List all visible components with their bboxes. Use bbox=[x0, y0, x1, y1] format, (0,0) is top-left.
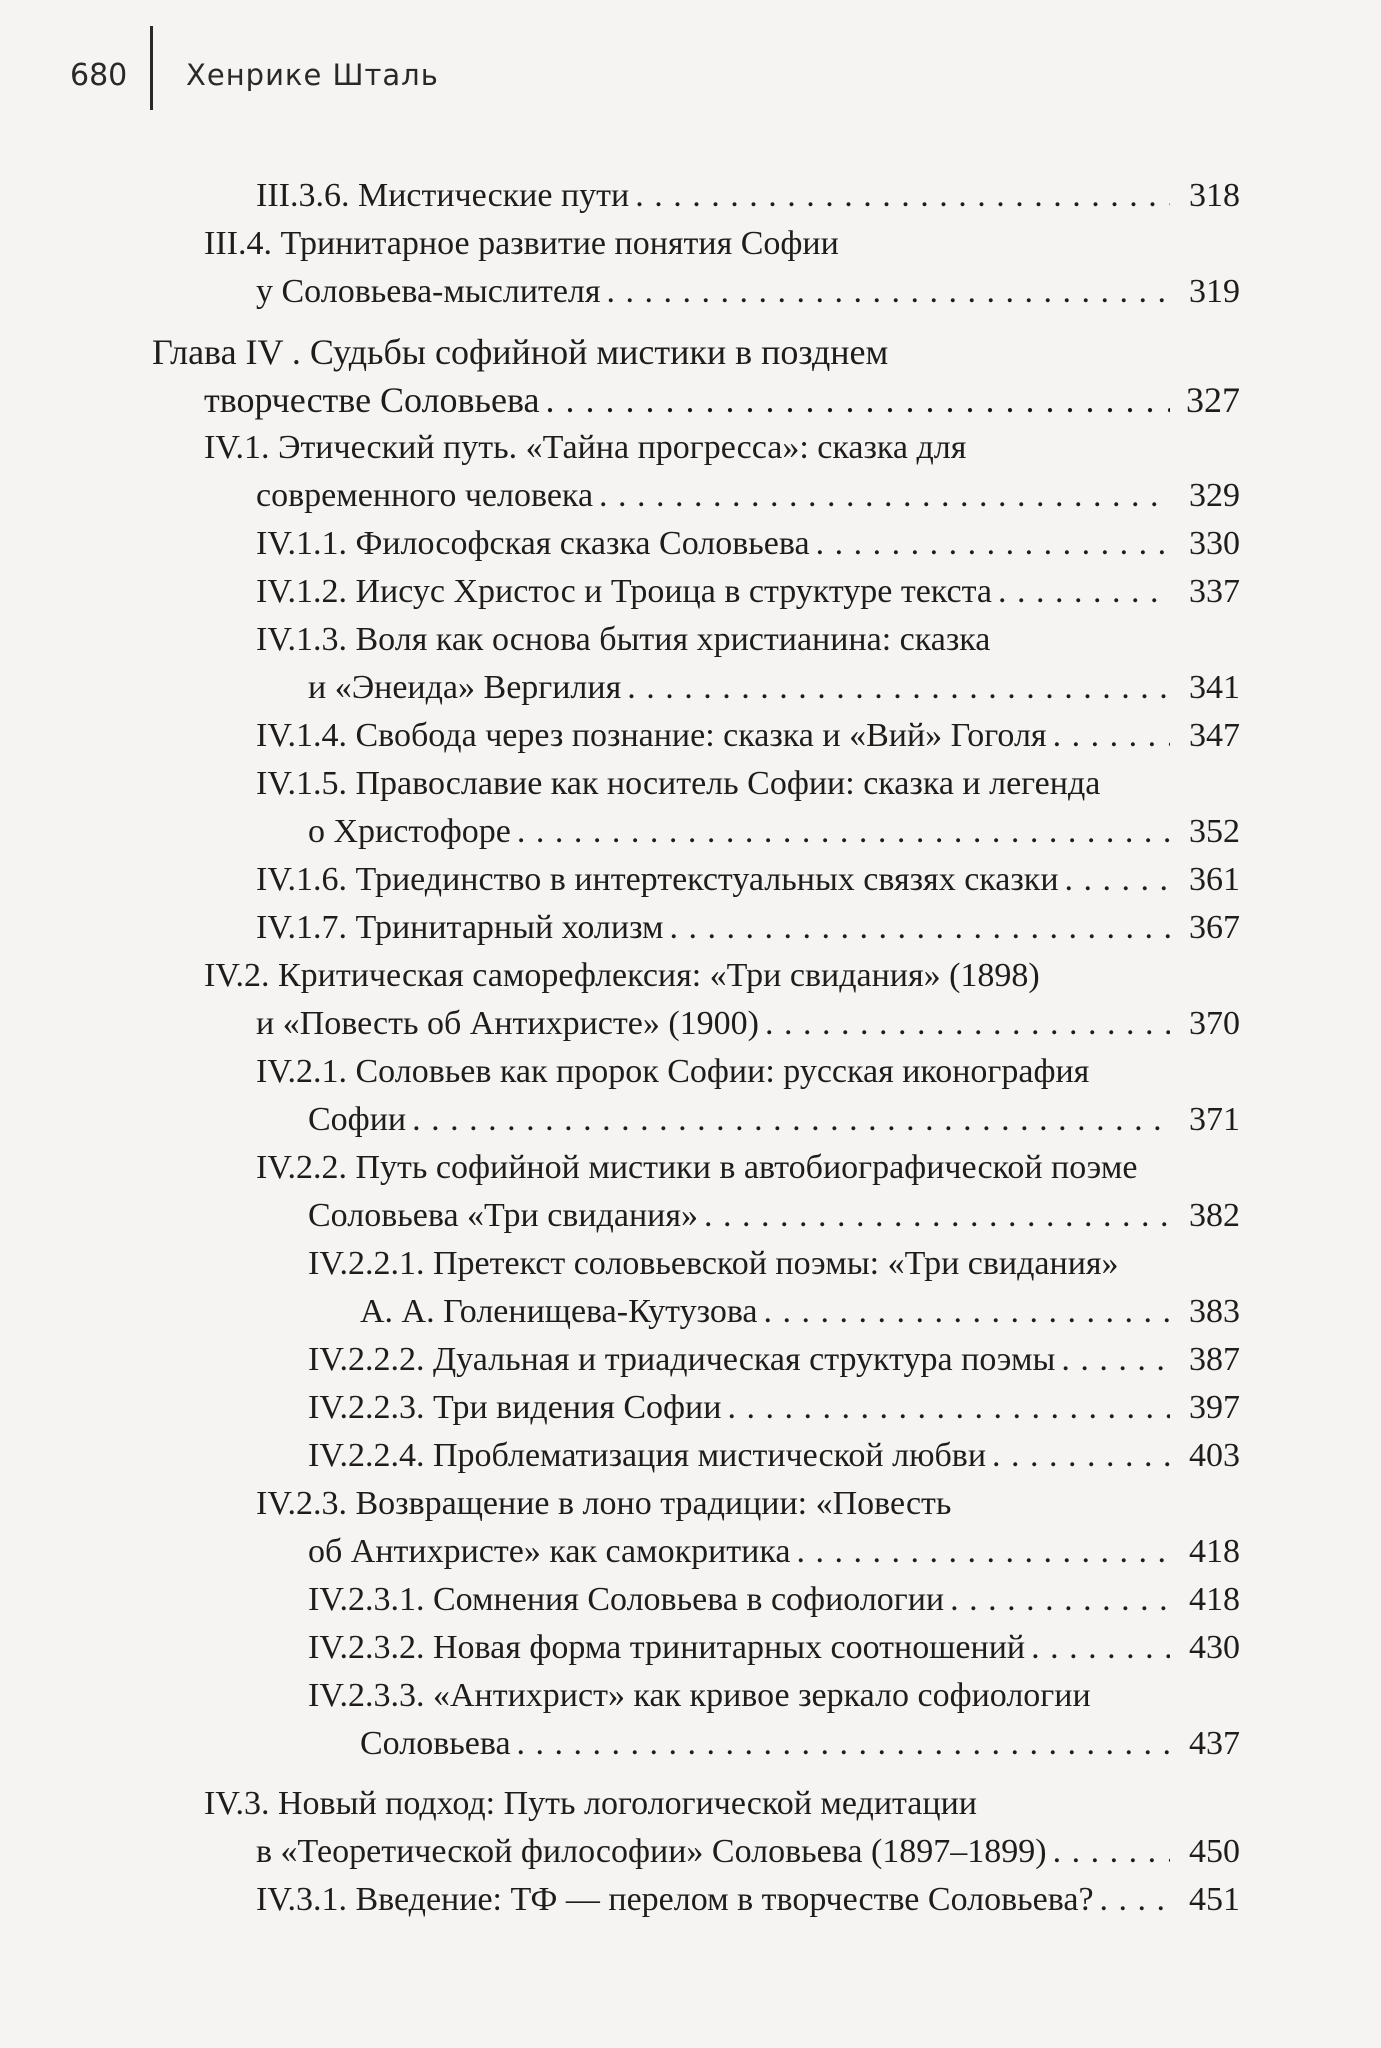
toc-entry bbox=[0, 1876, 1381, 1924]
toc-entry bbox=[0, 904, 1381, 952]
toc-page-number: 318 bbox=[1189, 177, 1240, 214]
toc-entry bbox=[0, 1048, 1381, 1144]
toc-page-number: 371 bbox=[1189, 1101, 1240, 1138]
toc-entry-title-continued: о Христофоре bbox=[308, 813, 511, 850]
toc-entry-title: IV.2.3.2. Новая форма тринитарных соотношений bbox=[308, 1629, 1026, 1666]
toc-entry bbox=[0, 760, 1381, 856]
dot-leader bbox=[992, 1432, 1170, 1480]
dot-leader bbox=[670, 904, 1170, 952]
toc-entry bbox=[0, 1576, 1381, 1624]
dot-leader bbox=[1061, 1336, 1170, 1384]
header-divider bbox=[150, 26, 153, 110]
toc-page-number: 382 bbox=[1189, 1197, 1240, 1234]
toc-entry bbox=[0, 568, 1381, 616]
dot-leader bbox=[998, 568, 1170, 616]
toc-page-number: 418 bbox=[1189, 1581, 1240, 1618]
toc-page-number: 341 bbox=[1189, 669, 1240, 706]
toc-entry-title: IV.1. Этический путь. «Тайна прогресса»: сказка для bbox=[204, 429, 967, 466]
toc-entry bbox=[0, 1384, 1381, 1432]
toc-entry-title: IV.1.1. Философская сказка Соловьева bbox=[256, 525, 810, 562]
dot-leader bbox=[1053, 1828, 1170, 1876]
dot-leader bbox=[704, 1192, 1170, 1240]
toc-page-number: 347 bbox=[1189, 717, 1240, 754]
toc-entry-title: IV.2.2. Путь софийной мистики в автобиографической поэме bbox=[256, 1149, 1138, 1186]
toc-entry bbox=[0, 1780, 1381, 1876]
table-of-contents bbox=[0, 172, 1381, 1924]
dot-leader bbox=[765, 1000, 1170, 1048]
dot-leader bbox=[1031, 1624, 1170, 1672]
toc-entry-title-continued: в «Теоретической философии» Соловьева (1897–1899) bbox=[256, 1833, 1047, 1870]
toc-entry-title: III.3.6. Мистические пути bbox=[256, 177, 630, 214]
toc-page-number: 430 bbox=[1189, 1629, 1240, 1666]
dot-leader bbox=[635, 172, 1170, 220]
toc-page-number: 327 bbox=[1186, 380, 1240, 420]
toc-page-number: 403 bbox=[1189, 1437, 1240, 1474]
running-head-author: Хенрике Шталь bbox=[186, 58, 439, 92]
dot-leader bbox=[412, 1096, 1170, 1144]
toc-entry-title: III.4. Тринитарное развитие понятия Софии bbox=[204, 225, 839, 262]
page-number: 680 bbox=[70, 58, 128, 93]
toc-entry-title: IV.2.2.1. Претекст соловьевской поэмы: «Три свидания» bbox=[308, 1245, 1119, 1282]
toc-entry bbox=[0, 520, 1381, 568]
toc-entry-title-continued: А. А. Голенищева-Кутузова bbox=[360, 1293, 758, 1330]
toc-page-number: 397 bbox=[1189, 1389, 1240, 1426]
toc-entry bbox=[0, 712, 1381, 760]
toc-entry-title: IV.2.3.3. «Антихрист» как кривое зеркало софиологии bbox=[308, 1677, 1091, 1714]
dot-leader bbox=[1053, 712, 1170, 760]
dot-leader bbox=[627, 664, 1170, 712]
toc-entry-title: IV.3.1. Введение: ТФ — перелом в творчестве Соловьева? bbox=[256, 1881, 1094, 1918]
toc-page-number: 437 bbox=[1189, 1725, 1240, 1762]
toc-entry-title: IV.1.3. Воля как основа бытия христианина: сказка bbox=[256, 621, 991, 658]
dot-leader bbox=[545, 376, 1170, 424]
toc-page-number: 329 bbox=[1189, 477, 1240, 514]
toc-page-number: 387 bbox=[1189, 1341, 1240, 1378]
toc-entry-title: IV.3. Новый подход: Путь логологической медитации bbox=[204, 1785, 977, 1822]
toc-entry-title: IV.1.4. Свобода через познание: сказка и «Вий» Гоголя bbox=[256, 717, 1047, 754]
toc-entry-title: IV.2.2.3. Три видения Софии bbox=[308, 1389, 722, 1426]
toc-entry-title: IV.1.5. Православие как носитель Софии: сказка и легенда bbox=[256, 765, 1101, 802]
toc-entry bbox=[0, 172, 1381, 220]
dot-leader bbox=[1065, 856, 1170, 904]
toc-entry-title: IV.2.2.2. Дуальная и триадическая структура поэмы bbox=[308, 1341, 1056, 1378]
toc-entry-title: IV.2.3. Возвращение в лоно традиции: «Повесть bbox=[256, 1485, 952, 1522]
toc-entry-title-continued: современного человека bbox=[256, 477, 594, 514]
dot-leader bbox=[950, 1576, 1170, 1624]
toc-entry bbox=[0, 1432, 1381, 1480]
page-header bbox=[0, 0, 1381, 150]
toc-entry bbox=[0, 1144, 1381, 1240]
toc-page-number: 319 bbox=[1189, 273, 1240, 310]
dot-leader bbox=[1100, 1876, 1170, 1924]
dot-leader bbox=[517, 1720, 1170, 1768]
dot-leader bbox=[764, 1288, 1170, 1336]
dot-leader bbox=[599, 472, 1170, 520]
toc-entry bbox=[0, 1480, 1381, 1576]
toc-entry-title: IV.2.1. Соловьев как пророк Софии: русская иконография bbox=[256, 1053, 1090, 1090]
toc-entry bbox=[0, 1336, 1381, 1384]
toc-entry bbox=[0, 952, 1381, 1048]
toc-page-number: 383 bbox=[1189, 1293, 1240, 1330]
toc-page-number: 330 bbox=[1189, 525, 1240, 562]
toc-entry bbox=[0, 856, 1381, 904]
toc-page-number: 451 bbox=[1189, 1881, 1240, 1918]
toc-entry-title-continued: Софии bbox=[308, 1101, 407, 1138]
toc-entry-title-continued: и «Энеида» Вергилия bbox=[308, 669, 622, 706]
toc-page-number: 361 bbox=[1189, 861, 1240, 898]
toc-entry-title: IV.1.7. Тринитарный холизм bbox=[256, 909, 664, 946]
toc-entry bbox=[0, 328, 1381, 424]
toc-entry-title-continued: Соловьева «Три свидания» bbox=[308, 1197, 698, 1234]
dot-leader bbox=[796, 1528, 1170, 1576]
toc-entry-title-continued: об Антихристе» как самокритика bbox=[308, 1533, 791, 1570]
toc-entry-title: Глава IV . Судьбы софийной мистики в позднем bbox=[152, 332, 889, 372]
toc-entry bbox=[0, 616, 1381, 712]
toc-entry-title: IV.2.2.4. Проблематизация мистической любви bbox=[308, 1437, 987, 1474]
toc-entry-title: IV.2. Критическая саморефлексия: «Три свидания» (1898) bbox=[204, 957, 1040, 994]
toc-entry-title-continued: и «Повесть об Антихристе» (1900) bbox=[256, 1005, 759, 1042]
toc-page-number: 337 bbox=[1189, 573, 1240, 610]
toc-entry-title-continued: у Соловьева-мыслителя bbox=[256, 273, 601, 310]
toc-entry bbox=[0, 1672, 1381, 1768]
toc-entry bbox=[0, 220, 1381, 316]
dot-leader bbox=[607, 268, 1170, 316]
toc-entry bbox=[0, 1624, 1381, 1672]
toc-page-number: 450 bbox=[1189, 1833, 1240, 1870]
toc-entry-title: IV.2.3.1. Сомнения Соловьева в софиологии bbox=[308, 1581, 945, 1618]
toc-entry-title-continued: Соловьева bbox=[360, 1725, 511, 1762]
toc-entry bbox=[0, 1240, 1381, 1336]
toc-entry bbox=[0, 424, 1381, 520]
toc-entry-title-continued: творчестве Соловьева bbox=[204, 380, 540, 420]
toc-page-number: 418 bbox=[1189, 1533, 1240, 1570]
toc-page-number: 367 bbox=[1189, 909, 1240, 946]
dot-leader bbox=[816, 520, 1170, 568]
toc-entry-title: IV.1.6. Триединство в интертекстуальных связях сказки bbox=[256, 861, 1059, 898]
toc-entry-title: IV.1.2. Иисус Христос и Троица в структуре текста bbox=[256, 573, 992, 610]
dot-leader bbox=[517, 808, 1170, 856]
toc-page-number: 352 bbox=[1189, 813, 1240, 850]
toc-page-number: 370 bbox=[1189, 1005, 1240, 1042]
dot-leader bbox=[727, 1384, 1170, 1432]
